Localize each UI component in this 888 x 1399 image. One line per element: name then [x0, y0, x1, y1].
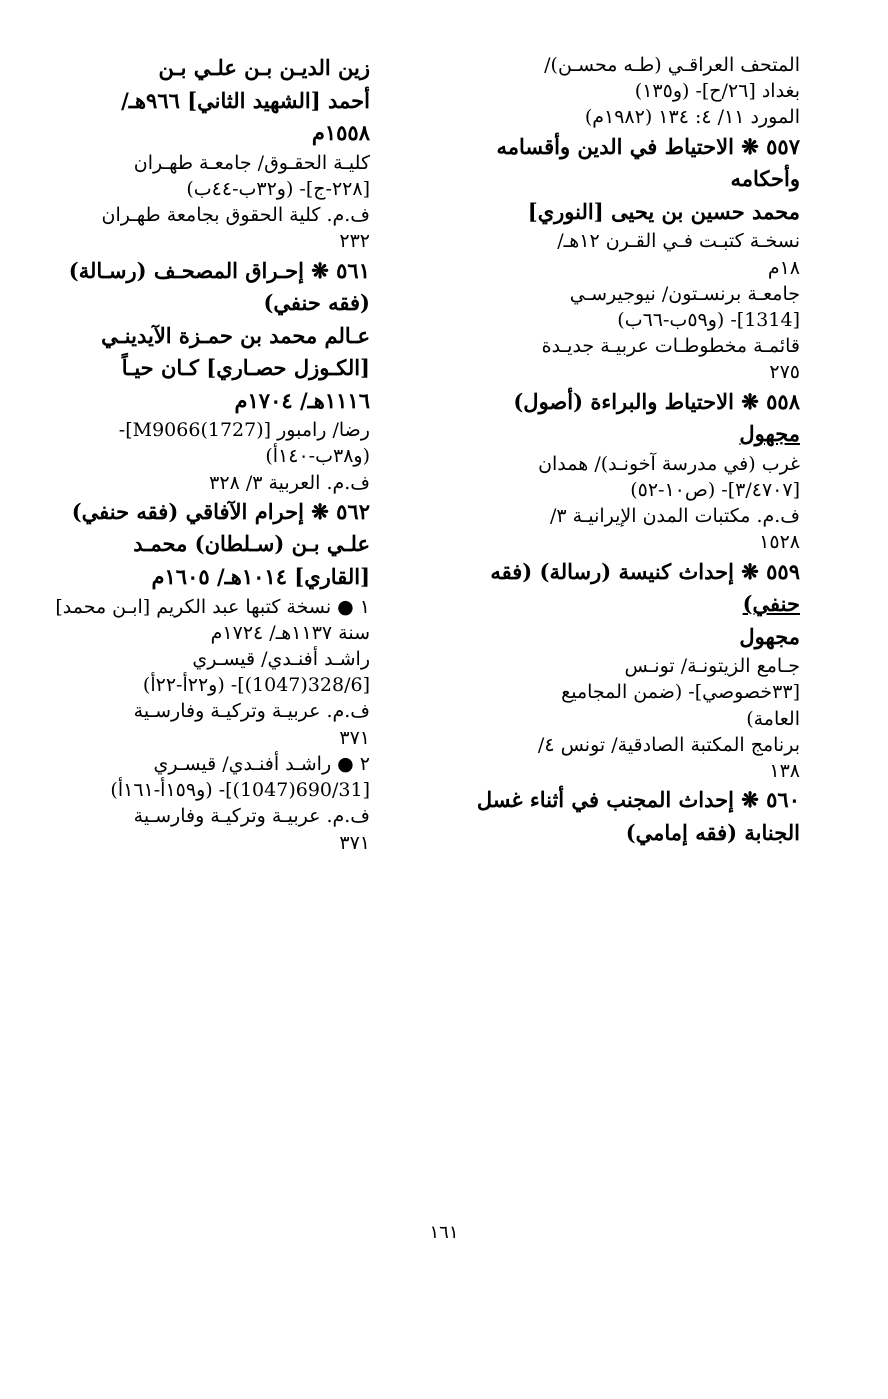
- entry-text-line: برنامج المكتبة الصادقية/ تونس ٤/: [537, 733, 800, 756]
- entry-heading-line: ٥٦٠ ❋ إحداث المجنب في أثناء غسل: [476, 787, 800, 813]
- entry-text-line: ف.م. عربيـة وتركيـة وفارسـية: [133, 700, 370, 723]
- left-column: [50, 52, 370, 856]
- entry-text-line: كليـة الحقـوق/ جامعـة طهـران: [133, 151, 370, 174]
- entry-heading-line: زين الديـن بـن علـي بـن: [158, 55, 370, 80]
- entry-text-line: [1314]- (و٥٩ب-٦٦ب): [617, 308, 800, 331]
- entry-text-line: ف.م. كلية الحقوق بجامعة طهـران: [101, 204, 370, 227]
- entry-text-line: راشـد أفنـدي/ قيسـري: [192, 647, 370, 670]
- entry-heading-line: ٥٦١ ❋ إحـراق المصحـف (رسـالة): [68, 257, 370, 283]
- entry-text-line: ١ ● نسخة كتبها عبد الكريم [ابـن محمد]: [55, 595, 370, 618]
- entry-heading-line: [القاري] ١٠١٤هـ/ ١٦٠٥م: [151, 564, 370, 589]
- entry-text-line: ١٥٢٨: [759, 531, 800, 554]
- entry-text-line: غرب (في مدرسة آخونـد)/ همدان: [538, 452, 800, 475]
- entry-text-line: ١٣٨: [769, 760, 800, 783]
- entry-heading-line: ١١١٦هـ/ ١٧٠٤م: [234, 387, 370, 413]
- entry-text-line: سنة ١١٣٧هـ/ ١٧٢٤م: [210, 621, 370, 644]
- entry-text-line: ٣٧١: [339, 831, 370, 854]
- entry-heading-line: مجهول: [739, 623, 800, 649]
- entry-text-line: العامة): [746, 707, 800, 730]
- entry-text-line: ٢٧٥: [769, 361, 800, 384]
- entry-text-line: ٣٧١: [339, 726, 370, 749]
- entry-text-line: نسخـة كتبـت فـي القـرن ١٢هـ/: [557, 230, 800, 253]
- entry-text-line: جامعـة برنسـتون/ نيوجيرسـي: [569, 282, 800, 305]
- entry-text-line: رضا/ رامبور [M9066(1727)]-: [118, 419, 370, 442]
- entry-heading-line: ١٥٥٨م: [311, 120, 370, 146]
- entry-text-line: [٣/٤٧٠٧]- (ص١٠-٥٢): [630, 478, 800, 501]
- entry-text-line: ف.م. العربية ٣/ ٣٢٨: [209, 471, 370, 494]
- entry-text-line: ف.م. عربيـة وتركيـة وفارسـية: [133, 805, 370, 828]
- entry-text-line: ٢ ● راشـد أفنـدي/ قيسـري: [153, 752, 370, 775]
- entry-text-line: المورد ١١/ ٤: ١٣٤ (١٩٨٢م): [584, 106, 800, 129]
- entry-heading-line: الجنابة (فقه إمامي): [625, 819, 800, 845]
- entry-text-line: [٣٣خصوصي]- (ضمن المجاميع: [561, 681, 800, 704]
- entry-text-line: [٢٢٨-ج]- (و٣٢ب-٤٤ب): [186, 177, 370, 200]
- entry-heading-line: ٥٥٩ ❋ إحداث كنيسة (رسالة) (فقه: [490, 558, 800, 584]
- entry-text-line: [690/31(1047)]- (و١٥٩أ-١٦١أ): [110, 779, 370, 802]
- entry-heading-line: عـالم محمد بن حمـزة الآيدينـي: [101, 322, 370, 348]
- entry-heading-line: ٥٥٧ ❋ الاحتياط في الدين وأقسامه: [496, 133, 800, 159]
- entry-heading-line: علـي بـن (سـلطان) محمـد: [133, 531, 370, 557]
- entry-heading-line: حنفي): [742, 591, 800, 617]
- entry-text-line: ف.م. مكتبات المدن الإيرانيـة ٣/: [549, 505, 800, 528]
- entry-heading-line: [الكـوزل حصـاري] كـان حيـاً: [121, 355, 370, 381]
- entry-heading-line: ٥٥٨ ❋ الاحتياط والبراءة (أصول): [513, 388, 800, 414]
- entry-text-line: ٢٣٢: [339, 230, 370, 253]
- entry-heading-line: ٥٦٢ ❋ إحرام الآفاقي (فقه حنفي): [71, 498, 370, 524]
- entry-text-line: قائمـة مخطوطـات عربيـة جديـدة: [541, 335, 800, 358]
- entry-text-line: ١٨م: [767, 256, 800, 279]
- entry-heading-line: وأحكامه: [730, 166, 800, 192]
- entry-heading-line: محمد حسين بن يحيى [النوري]: [527, 198, 800, 224]
- entry-text-line: [328/6(1047)]- (و٢٢أ-٢٢أ): [142, 674, 370, 697]
- entry-heading-line: مجهول: [739, 421, 800, 447]
- right-column: [440, 52, 800, 849]
- entry-text-line: بغداد [٢٦/ح]- (و١٣٥): [634, 80, 800, 103]
- entry-text-line: جـامع الزيتونـة/ تونـس: [624, 655, 800, 678]
- entry-text-line: (و٣٨ب-١٤٠أ): [265, 445, 370, 468]
- entry-heading-line: أحمد [الشهيد الثاني] ٩٦٦هـ/: [121, 87, 370, 113]
- page-number: ١٦١: [429, 1222, 459, 1243]
- entry-text-line: المتحف العراقـي (طـه محسـن)/: [544, 54, 800, 76]
- entry-heading-line: (فقه حنفي): [263, 290, 370, 316]
